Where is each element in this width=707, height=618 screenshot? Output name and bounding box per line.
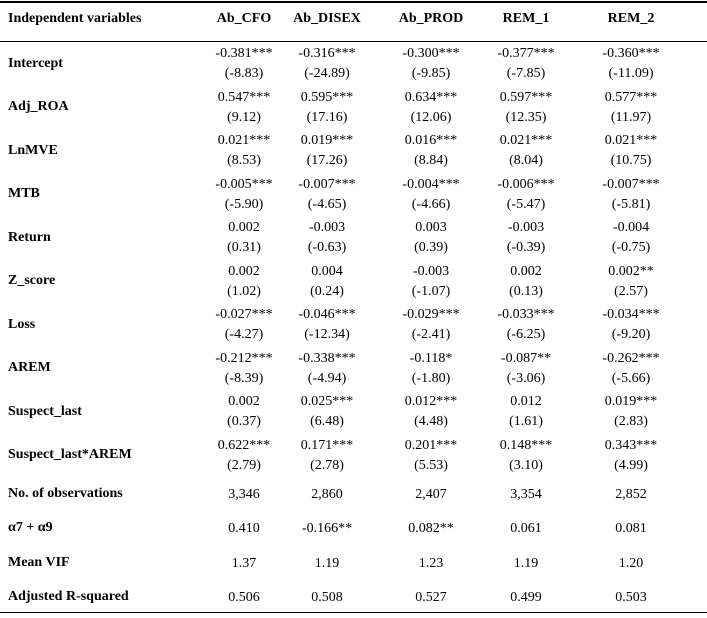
t-stat-cell: (-9.85) [411, 66, 451, 81]
coefficient-cell: -0.262*** [602, 350, 660, 366]
t-stat-cell: (0.13) [509, 283, 543, 299]
t-stat-cell: (10.75) [610, 153, 652, 168]
row-label: Mean VIF [8, 554, 70, 570]
t-stat-cell: (-5.66) [611, 370, 651, 386]
coefficient-cell: 0.016*** [404, 133, 458, 148]
coefficient-cell: 2,860 [311, 487, 343, 503]
t-stat-cell: (-24.89) [304, 66, 350, 81]
coefficient-cell: 0.019*** [604, 394, 658, 409]
t-stat-cell: (-5.90) [224, 196, 264, 212]
row-label: α7 + α9 [8, 520, 53, 536]
t-stat-cell: (-4.27) [224, 327, 264, 342]
t-stat-cell: (-2.41) [411, 327, 451, 342]
coefficient-cell: 0.002 [228, 263, 260, 279]
row-label: Suspect_last*AREM [8, 447, 132, 463]
table-row [0, 174, 707, 218]
t-stat-cell: (-9.20) [611, 327, 651, 342]
t-stat-cell: (0.39) [414, 240, 448, 255]
row-label: Loss [8, 316, 36, 332]
coefficient-cell: 0.081 [615, 521, 647, 537]
coefficient-cell: -0.034*** [602, 307, 660, 322]
t-stat-cell: (-7.85) [506, 66, 546, 81]
t-stat-cell: (2.79) [227, 457, 261, 473]
row-label: AREM [8, 360, 51, 376]
coefficient-cell: 0.002** [608, 263, 654, 279]
table-row [0, 478, 707, 512]
header-row [0, 0, 707, 40]
coefficient-cell: -0.006*** [497, 176, 555, 192]
coefficient-cell: 2,852 [615, 487, 647, 503]
coefficient-cell: -0.377*** [497, 46, 555, 61]
t-stat-cell: (3.10) [509, 457, 543, 473]
coefficient-cell: -0.338*** [298, 350, 356, 366]
t-stat-cell: (-4.94) [307, 370, 347, 386]
coefficient-cell: -0.360*** [602, 46, 660, 61]
coefficient-cell: -0.033*** [497, 307, 555, 322]
row-label: No. of observations [8, 486, 123, 502]
t-stat-cell: (1.61) [509, 414, 543, 429]
t-stat-cell: (12.35) [505, 109, 547, 125]
coefficient-cell: 0.148*** [499, 437, 553, 453]
t-stat-cell: (4.48) [414, 414, 448, 429]
t-stat-cell: (8.84) [414, 153, 448, 168]
row-label: Adj_ROA [8, 99, 69, 115]
coefficient-cell: 0.508 [311, 590, 343, 606]
t-stat-cell: (-4.65) [307, 196, 347, 212]
coefficient-cell: 0.597*** [499, 89, 553, 105]
table-row [0, 512, 707, 546]
coefficient-cell: -0.046*** [298, 307, 356, 322]
row-label: Z_score [8, 273, 56, 289]
column-header: Ab_DISEX [293, 11, 361, 26]
row-label: LnMVE [8, 142, 58, 158]
coefficient-cell: -0.300*** [402, 46, 460, 61]
t-stat-cell: (-4.66) [411, 196, 451, 212]
table-row [0, 435, 707, 479]
t-stat-cell: (-1.07) [411, 283, 451, 299]
t-stat-cell: (4.99) [614, 457, 648, 473]
coefficient-cell: -0.029*** [402, 307, 460, 322]
coefficient-cell: -0.007*** [602, 176, 660, 192]
t-stat-cell: (-0.63) [307, 240, 347, 255]
column-header: REM_1 [502, 11, 550, 26]
coefficient-cell: 0.503 [615, 590, 647, 606]
column-header: REM_2 [607, 11, 655, 26]
column-header: Ab_PROD [398, 11, 464, 26]
coefficient-cell: 1.37 [231, 555, 257, 571]
header-rule [0, 41, 707, 42]
table-row [0, 261, 707, 305]
coefficient-cell: 0.082** [408, 521, 454, 537]
row-label: Adjusted R-squared [8, 589, 129, 605]
coefficient-cell: 0.012 [510, 394, 542, 409]
coefficient-cell: -0.005*** [215, 176, 273, 192]
coefficient-cell: 0.003 [415, 220, 447, 235]
t-stat-cell: (17.26) [306, 153, 348, 168]
coefficient-cell: 0.002 [228, 394, 260, 409]
coefficient-cell: 0.343*** [604, 437, 658, 453]
t-stat-cell: (-6.25) [506, 327, 546, 342]
coefficient-cell: 0.547*** [217, 89, 271, 105]
table-row [0, 87, 707, 131]
t-stat-cell: (-8.83) [224, 66, 264, 81]
coefficient-cell: 3,346 [228, 487, 260, 503]
table-row [0, 217, 707, 261]
t-stat-cell: (-5.47) [506, 196, 546, 212]
t-stat-cell: (1.02) [227, 283, 261, 299]
t-stat-cell: (0.37) [227, 414, 261, 429]
coefficient-cell: 0.634*** [404, 89, 458, 105]
row-label: Return [8, 229, 51, 245]
coefficient-cell: 1.19 [314, 555, 340, 571]
t-stat-cell: (12.06) [410, 109, 452, 125]
coefficient-cell: -0.027*** [215, 307, 273, 322]
bottom-rule [0, 612, 707, 613]
coefficient-cell: -0.118* [409, 350, 453, 366]
t-stat-cell: (9.12) [227, 109, 261, 125]
coefficient-cell: 0.171*** [300, 437, 354, 453]
t-stat-cell: (0.24) [310, 283, 344, 299]
header-label: Independent variables [8, 11, 142, 26]
coefficient-cell: 0.201*** [404, 437, 458, 453]
coefficient-cell: 0.622*** [217, 437, 271, 453]
t-stat-cell: (-5.81) [611, 196, 651, 212]
table-row [0, 304, 707, 348]
t-stat-cell: (11.97) [610, 109, 652, 125]
t-stat-cell: (0.31) [227, 240, 261, 255]
coefficient-cell: -0.004*** [402, 176, 460, 192]
t-stat-cell: (-8.39) [224, 370, 264, 386]
coefficient-cell: 0.002 [510, 263, 542, 279]
t-stat-cell: (-0.75) [611, 240, 651, 255]
coefficient-cell: 0.025*** [300, 394, 354, 409]
t-stat-cell: (2.78) [310, 457, 344, 473]
t-stat-cell: (-1.80) [411, 370, 451, 386]
table-row [0, 348, 707, 392]
t-stat-cell: (-11.09) [608, 66, 654, 81]
coefficient-cell: 3,354 [510, 487, 542, 503]
row-label: MTB [8, 186, 40, 202]
row-label: Intercept [8, 55, 63, 71]
t-stat-cell: (5.53) [414, 457, 448, 473]
coefficient-cell: -0.212*** [215, 350, 273, 366]
coefficient-cell: -0.003 [507, 220, 545, 235]
coefficient-cell: 0.021*** [499, 133, 553, 148]
t-stat-cell: (8.53) [227, 153, 261, 168]
coefficient-cell: 1.20 [618, 555, 644, 571]
coefficient-cell: 0.021*** [217, 133, 271, 148]
coefficient-cell: 0.021*** [604, 133, 658, 148]
table-row [0, 130, 707, 174]
t-stat-cell: (2.57) [614, 283, 648, 299]
coefficient-cell: 0.595*** [300, 89, 354, 105]
coefficient-cell: 0.061 [510, 521, 542, 537]
t-stat-cell: (6.48) [310, 414, 344, 429]
table-row [0, 391, 707, 435]
t-stat-cell: (-12.34) [304, 327, 350, 342]
table-row [0, 581, 707, 615]
coefficient-cell: 0.002 [228, 220, 260, 235]
table-row [0, 547, 707, 581]
coefficient-cell: 0.527 [415, 590, 447, 606]
coefficient-cell: -0.087** [500, 350, 552, 366]
coefficient-cell: 0.012*** [404, 394, 458, 409]
coefficient-cell: 0.019*** [300, 133, 354, 148]
coefficient-cell: 1.23 [418, 555, 444, 571]
coefficient-cell: -0.007*** [298, 176, 356, 192]
coefficient-cell: 2,407 [415, 487, 447, 503]
coefficient-cell: 1.19 [513, 555, 539, 571]
coefficient-cell: -0.004 [612, 220, 650, 235]
coefficient-cell: 0.577*** [604, 89, 658, 105]
coefficient-cell: 0.004 [311, 263, 343, 279]
coefficient-cell: -0.381*** [215, 46, 273, 61]
coefficient-cell: -0.003 [412, 263, 450, 279]
coefficient-cell: 0.506 [228, 590, 260, 606]
column-header: Ab_CFO [216, 11, 272, 26]
row-label: Suspect_last [8, 403, 82, 419]
coefficient-cell: -0.316*** [298, 46, 356, 61]
t-stat-cell: (17.16) [306, 109, 348, 125]
t-stat-cell: (-3.06) [506, 370, 546, 386]
t-stat-cell: (2.83) [614, 414, 648, 429]
table-row [0, 43, 707, 87]
t-stat-cell: (8.04) [509, 153, 543, 168]
coefficient-cell: -0.003 [308, 220, 346, 235]
t-stat-cell: (-0.39) [506, 240, 546, 255]
coefficient-cell: 0.499 [510, 590, 542, 606]
coefficient-cell: -0.166** [301, 521, 353, 537]
coefficient-cell: 0.410 [228, 521, 260, 537]
